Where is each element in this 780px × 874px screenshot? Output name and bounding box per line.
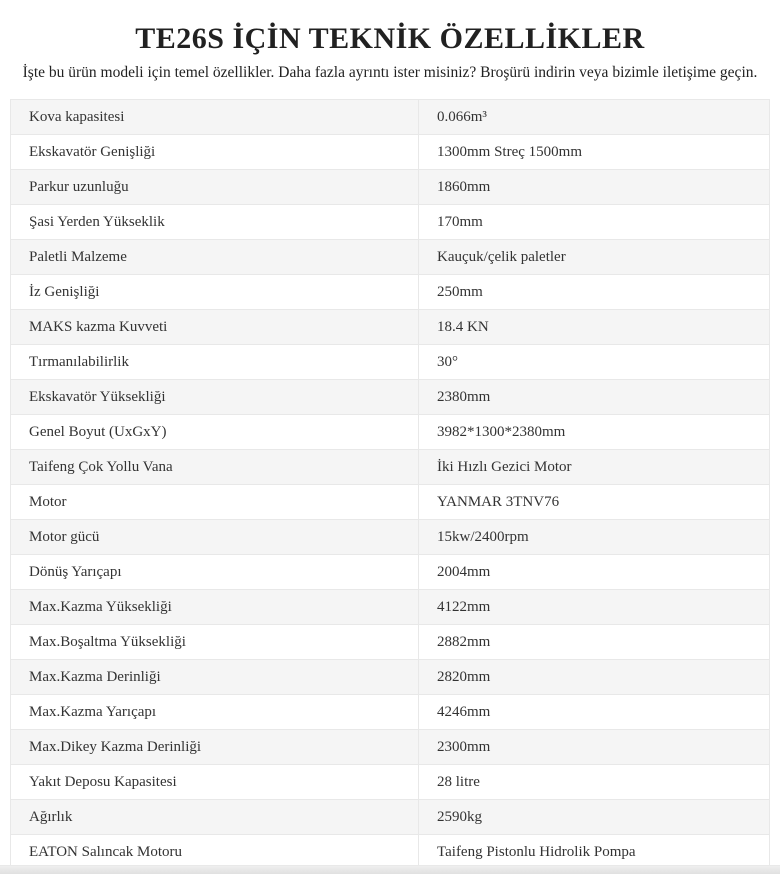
spec-value: 3982*1300*2380mm (419, 415, 770, 450)
spec-value: İki Hızlı Gezici Motor (419, 450, 770, 485)
section-divider (0, 865, 780, 874)
spec-label: Max.Dikey Kazma Derinliği (11, 730, 419, 765)
spec-value: Kauçuk/çelik paletler (419, 240, 770, 275)
table-row (11, 520, 770, 555)
table-row (11, 240, 770, 275)
spec-value: 250mm (419, 275, 770, 310)
spec-label: MAKS kazma Kuvveti (11, 310, 419, 345)
spec-value: 0.066m³ (419, 100, 770, 135)
table-row (11, 205, 770, 240)
table-row (11, 555, 770, 590)
table-row (11, 450, 770, 485)
table-row (11, 625, 770, 660)
spec-value: Taifeng Pistonlu Hidrolik Pompa (419, 835, 770, 870)
spec-label: Ekskavatör Yüksekliği (11, 380, 419, 415)
spec-value: YANMAR 3TNV76 (419, 485, 770, 520)
spec-value: 1860mm (419, 170, 770, 205)
spec-value: 2590kg (419, 800, 770, 835)
page-title: TE26S İÇİN TEKNİK ÖZELLİKLER (135, 22, 645, 55)
spec-value: 2300mm (419, 730, 770, 765)
specs-table (10, 99, 770, 870)
table-row (11, 310, 770, 345)
spec-value: 4246mm (419, 695, 770, 730)
table-row (11, 730, 770, 765)
spec-value: 2882mm (419, 625, 770, 660)
table-row (11, 485, 770, 520)
spec-label: Paletli Malzeme (11, 240, 419, 275)
spec-label: Max.Kazma Yarıçapı (11, 695, 419, 730)
spec-label: Parkur uzunluğu (11, 170, 419, 205)
spec-label: Motor gücü (11, 520, 419, 555)
spec-label: Dönüş Yarıçapı (11, 555, 419, 590)
table-row (11, 660, 770, 695)
spec-label: Motor (11, 485, 419, 520)
page-subtitle: İşte bu ürün modeli için temel özellikler. Daha fazla ayrıntı ister misiniz? Broşürü indirin veya bizimle iletişime geçin. (22, 64, 758, 81)
specs-table-body (11, 100, 770, 870)
spec-value: 2820mm (419, 660, 770, 695)
spec-label: EATON Salıncak Motoru (11, 835, 419, 870)
spec-value: 2380mm (419, 380, 770, 415)
table-row (11, 100, 770, 135)
spec-label: Kova kapasitesi (11, 100, 419, 135)
table-row (11, 345, 770, 380)
table-row (11, 695, 770, 730)
table-row (11, 765, 770, 800)
spec-label: Max.Kazma Derinliği (11, 660, 419, 695)
table-row (11, 415, 770, 450)
spec-label: Şasi Yerden Yükseklik (11, 205, 419, 240)
spec-value: 28 litre (419, 765, 770, 800)
spec-label: Ekskavatör Genişliği (11, 135, 419, 170)
table-row (11, 380, 770, 415)
spec-label: Ağırlık (11, 800, 419, 835)
spec-label: Max.Boşaltma Yüksekliği (11, 625, 419, 660)
spec-value: 30° (419, 345, 770, 380)
spec-value: 18.4 KN (419, 310, 770, 345)
spec-label: Genel Boyut (UxGxY) (11, 415, 419, 450)
table-row (11, 135, 770, 170)
table-row (11, 275, 770, 310)
spec-label: Yakıt Deposu Kapasitesi (11, 765, 419, 800)
table-row (11, 170, 770, 205)
spec-value: 1300mm Streç 1500mm (419, 135, 770, 170)
table-row (11, 590, 770, 625)
spec-value: 4122mm (419, 590, 770, 625)
spec-value: 2004mm (419, 555, 770, 590)
spec-label: Max.Kazma Yüksekliği (11, 590, 419, 625)
table-row (11, 800, 770, 835)
spec-value: 170mm (419, 205, 770, 240)
spec-label: İz Genişliği (11, 275, 419, 310)
spec-value: 15kw/2400rpm (419, 520, 770, 555)
spec-label: Taifeng Çok Yollu Vana (11, 450, 419, 485)
spec-label: Tırmanılabilirlik (11, 345, 419, 380)
